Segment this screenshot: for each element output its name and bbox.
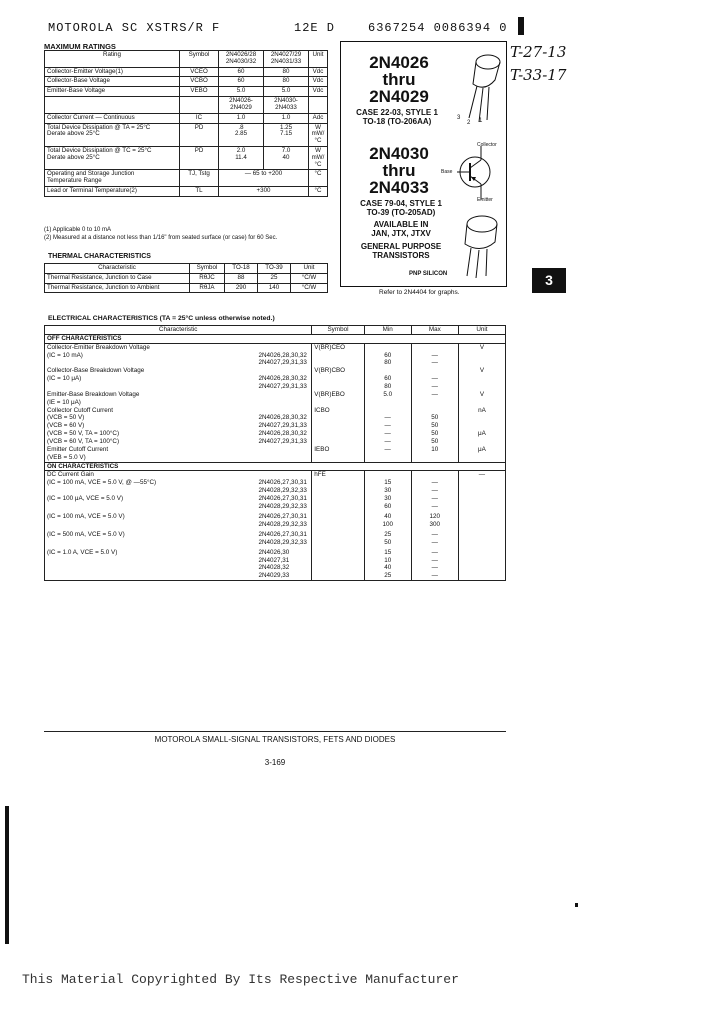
pnp-transistor-symbol-icon	[449, 142, 499, 204]
scan-dot	[575, 903, 578, 907]
char-label: (IC = 100 mA, VCE = 5.0 V)	[47, 513, 125, 521]
part-number-3: 2N4030	[369, 144, 429, 163]
max-ratings-table	[44, 50, 328, 197]
footer-title: MOTOROLA SMALL-SIGNAL TRANSISTORS, FETS AND DIODES	[154, 735, 396, 744]
table-row	[45, 343, 506, 367]
char-min: 30 60	[364, 495, 411, 513]
table-row	[45, 367, 506, 391]
table-row	[45, 273, 328, 283]
char-label: Collector-Emitter Breakdown Voltage (IC = 10 mA)	[47, 343, 150, 359]
header-code: 12E D	[294, 21, 336, 35]
rating-value-a: 60	[219, 77, 264, 87]
rating-value-b: 1.25 7.15	[264, 123, 309, 146]
char-min: 5.0	[364, 391, 411, 407]
electrical-table	[44, 325, 506, 581]
thermal-symbol: RθJC	[190, 273, 225, 283]
char-max: 10	[411, 446, 458, 462]
rating-value-span: +300	[219, 187, 309, 197]
char-symbol: V(BR)EBO	[312, 391, 364, 407]
table-row	[45, 283, 328, 293]
rating-value-a: 1.0	[219, 113, 264, 123]
rating-unit: °C	[309, 187, 328, 197]
char-unit: nA μA	[458, 407, 505, 446]
case-info-1: CASE 22-03, STYLE 1 TO-18 (TO-206AA)	[356, 108, 438, 126]
rating-value-b: 1.0	[264, 113, 309, 123]
rating-unit: W mW/°C	[309, 146, 328, 169]
electrical-title: ELECTRICAL CHARACTERISTICS (TA = 25°C unless otherwise noted.)	[48, 315, 275, 322]
rating-symbol	[180, 97, 219, 114]
col-unit: Unit	[291, 264, 328, 274]
footnote-2: (2) Measured at a distance not less than 1/16" from seated surface (or case) for 60 Sec.	[44, 235, 278, 241]
section-tab: 3	[532, 268, 566, 293]
header-number: 6367254 0086394 0	[368, 21, 508, 35]
char-max: — —	[411, 495, 458, 513]
pin-label-2: 2	[467, 120, 471, 126]
off-characteristics-heading: OFF CHARACTERISTICS	[45, 334, 506, 343]
char-label: Emitter-Base Breakdown Voltage (IE = 10 μA)	[47, 390, 140, 406]
rating-label: Emitter-Base Voltage	[45, 87, 180, 97]
table-row	[45, 97, 328, 114]
char-unit: μA	[458, 446, 505, 462]
refer-note: Refer to 2N4404 for graphs.	[379, 289, 460, 296]
table-row	[45, 170, 328, 187]
char-min: 25 50	[364, 531, 411, 549]
char-parts: 2N4026,28,30,32 2N4027,29,31,33 2N4026,28,30,32 2N4027,29,31,33	[258, 414, 307, 446]
char-max: —	[411, 391, 458, 407]
table-row	[45, 513, 506, 531]
rating-value-a: 5.0	[219, 87, 264, 97]
col-group-a: 2N4026/28 2N4030/32	[219, 51, 264, 68]
thermal-table	[44, 263, 328, 293]
col-max: Max	[411, 326, 458, 335]
char-max: — —	[411, 471, 458, 495]
part-number-box	[340, 41, 507, 287]
char-parts: 2N4026,27,30,31 2N4028,29,32,33	[258, 479, 307, 495]
to39-package-icon	[457, 210, 503, 282]
char-symbol	[312, 513, 364, 531]
col-group-b: 2N4027/29 2N4031/33	[264, 51, 309, 68]
char-label: Collector-Base Breakdown Voltage (IC = 10 μA)	[47, 367, 145, 383]
char-symbol	[312, 531, 364, 549]
copyright-notice: This Material Copyrighted By Its Respective Manufacturer	[22, 972, 459, 987]
char-symbol: IEBO	[312, 446, 364, 462]
header-bar	[518, 17, 524, 35]
terminal-base: Base	[441, 169, 453, 175]
rating-label: Lead or Terminal Temperature(2)	[45, 187, 180, 197]
part-number-1: 2N4026	[369, 53, 429, 72]
rating-value-a: .8 2.85	[219, 123, 264, 146]
char-label: (IC = 100 μA, VCE = 5.0 V)	[47, 495, 124, 503]
char-unit	[458, 549, 505, 581]
char-parts: 2N4026,30 2N4027,31 2N4028,32 2N4029,33	[258, 548, 290, 580]
char-symbol: V(BR)CEO	[312, 343, 364, 367]
rating-value-span: — 65 to +200	[219, 170, 309, 187]
col-to39: TO-39	[258, 264, 291, 274]
table-row	[45, 446, 506, 462]
col-symbol: Symbol	[190, 264, 225, 274]
rating-symbol: TL	[180, 187, 219, 197]
part-number-4: 2N4033	[369, 178, 429, 197]
char-label: DC Current Gain (IC = 100 mA, VCE = 5.0 V, @ —55°C)	[47, 471, 157, 487]
char-label: (IC = 500 mA, VCE = 5.0 V)	[47, 530, 125, 538]
col-rating: Rating	[45, 51, 180, 68]
thermal-to39: 140	[258, 283, 291, 293]
col-to18: TO-18	[225, 264, 258, 274]
scan-edge-mark	[5, 806, 9, 944]
general-purpose: GENERAL PURPOSE TRANSISTORS	[360, 242, 442, 260]
terminal-emitter: Emitter	[477, 197, 493, 203]
table-row	[45, 549, 506, 581]
rating-value-b: 80	[264, 77, 309, 87]
rating-value-b: 80	[264, 67, 309, 77]
rating-unit: W mW/°C	[309, 123, 328, 146]
table-row	[45, 407, 506, 446]
char-max: — —	[411, 343, 458, 367]
char-max: — —	[411, 367, 458, 391]
rating-unit: °C	[309, 170, 328, 187]
char-min: 15 10 40 25	[364, 549, 411, 581]
char-symbol	[312, 549, 364, 581]
rating-value-a: 60	[219, 67, 264, 77]
handwritten-code-1: T-27-13	[510, 43, 567, 61]
pin-label-1: 1	[479, 118, 483, 124]
rating-label: Collector-Emitter Voltage(1)	[45, 67, 180, 77]
char-unit: —	[458, 471, 505, 495]
handwritten-code-2: T-33-17	[510, 66, 567, 84]
pnp-silicon: PNP SILICON	[409, 271, 448, 277]
thermal-to18: 88	[225, 273, 258, 283]
footer-rule	[44, 731, 506, 732]
char-min: 40 100	[364, 513, 411, 531]
char-max: 120 300	[411, 513, 458, 531]
thermal-symbol: RθJA	[190, 283, 225, 293]
rating-symbol: IC	[180, 113, 219, 123]
on-characteristics-heading: ON CHARACTERISTICS	[45, 462, 506, 471]
rating-value-a: 2N4026- 2N4029	[219, 97, 264, 114]
col-characteristic: Characteristic	[45, 264, 190, 274]
char-max: 50 50 50 50	[411, 407, 458, 446]
rating-value-a: 2.0 11.4	[219, 146, 264, 169]
char-symbol	[312, 495, 364, 513]
col-min: Min	[364, 326, 411, 335]
thermal-title: THERMAL CHARACTERISTICS	[48, 253, 151, 260]
char-min: — — — —	[364, 407, 411, 446]
rating-label	[45, 97, 180, 114]
char-symbol: V(BR)CBO	[312, 367, 364, 391]
rating-value-b: 7.0 40	[264, 146, 309, 169]
rating-value-b: 5.0	[264, 87, 309, 97]
char-max: — —	[411, 531, 458, 549]
char-min: —	[364, 446, 411, 462]
rating-label: Collector-Base Voltage	[45, 77, 180, 87]
rating-symbol: VEBO	[180, 87, 219, 97]
char-unit	[458, 513, 505, 531]
char-label: Emitter Cutoff Current (VEB = 5.0 V)	[47, 445, 109, 461]
max-ratings-title: MAXIMUM RATINGS	[44, 42, 116, 51]
thermal-label: Thermal Resistance, Junction to Case	[45, 273, 190, 283]
rating-symbol: VCEO	[180, 67, 219, 77]
char-parts: 2N4026,28,30,32 2N4027,29,31,33	[258, 375, 307, 391]
thermal-to18: 290	[225, 283, 258, 293]
char-min: 15 30	[364, 471, 411, 495]
rating-label: Collector Current — Continuous	[45, 113, 180, 123]
char-max: — — — —	[411, 549, 458, 581]
case-info-2: CASE 79-04, STYLE 1 TO-39 (TO-205AD)	[360, 199, 442, 217]
thermal-unit: °C/W	[291, 273, 328, 283]
char-parts	[257, 391, 312, 407]
table-row	[45, 87, 328, 97]
table-row	[45, 146, 328, 169]
table-row	[45, 187, 328, 197]
rating-symbol: VCBO	[180, 77, 219, 87]
rating-unit: Adc	[309, 113, 328, 123]
rating-unit: Vdc	[309, 77, 328, 87]
rating-value-b: 2N4030- 2N4033	[264, 97, 309, 114]
col-characteristic: Characteristic	[45, 326, 312, 335]
thru-1: thru	[382, 70, 416, 89]
char-unit: V	[458, 391, 505, 407]
char-parts: 2N4026,27,30,31 2N4028,29,32,33	[258, 495, 307, 511]
rating-symbol: PD	[180, 123, 219, 146]
char-parts: 2N4026,27,30,31 2N4028,29,32,33	[258, 530, 307, 546]
table-row	[45, 471, 506, 495]
table-row	[45, 391, 506, 407]
char-unit: V	[458, 343, 505, 367]
col-unit: Unit	[309, 51, 328, 68]
thermal-to39: 25	[258, 273, 291, 283]
table-row	[45, 113, 328, 123]
col-unit: Unit	[458, 326, 505, 335]
rating-unit: Vdc	[309, 67, 328, 77]
char-min: 60 80	[364, 367, 411, 391]
part-number-2: 2N4029	[369, 87, 429, 106]
char-min: 60 80	[364, 343, 411, 367]
thermal-label: Thermal Resistance, Junction to Ambient	[45, 283, 190, 293]
availability: AVAILABLE IN JAN, JTX, JTXV	[371, 220, 431, 238]
header-left: MOTOROLA SC XSTRS/R F	[48, 21, 221, 35]
thru-2: thru	[382, 161, 416, 180]
rating-unit: Vdc	[309, 87, 328, 97]
page-number: 3-169	[264, 758, 286, 767]
rating-label: Total Device Dissipation @ TC = 25°C Derate above 25°C	[45, 146, 180, 169]
pin-label-3: 3	[457, 115, 461, 121]
table-row	[45, 495, 506, 513]
footnote-1: (1) Applicable 0 to 10 mA	[44, 227, 112, 233]
col-symbol: Symbol	[180, 51, 219, 68]
thermal-unit: °C/W	[291, 283, 328, 293]
char-unit	[458, 495, 505, 513]
char-parts: 2N4026,27,30,31 2N4028,29,32,33	[258, 513, 307, 528]
char-parts	[257, 446, 312, 462]
table-row	[45, 123, 328, 146]
char-symbol: hFE	[312, 471, 364, 495]
rating-unit	[309, 97, 328, 114]
rating-label: Total Device Dissipation @ TA = 25°C Derate above 25°C	[45, 123, 180, 146]
char-label: Collector Cutoff Current (VCB = 50 V) (VCB = 60 V) (VCB = 50 V, TA = 100°C) (VCB = 60 V, TA = 100°C)	[47, 406, 120, 446]
char-parts: 2N4026,28,30,32 2N4027,29,31,33	[258, 351, 307, 367]
char-unit: V	[458, 367, 505, 391]
char-unit	[458, 531, 505, 549]
table-row	[45, 77, 328, 87]
col-symbol: Symbol	[312, 326, 364, 335]
char-symbol: ICBO	[312, 407, 364, 446]
rating-symbol: TJ, Tstg	[180, 170, 219, 187]
terminal-collector: Collector	[477, 142, 497, 148]
table-row	[45, 67, 328, 77]
char-label: (IC = 1.0 A, VCE = 5.0 V)	[47, 548, 118, 556]
table-row	[45, 531, 506, 549]
rating-symbol: PD	[180, 146, 219, 169]
rating-label: Operating and Storage Junction Temperature Range	[45, 170, 180, 187]
